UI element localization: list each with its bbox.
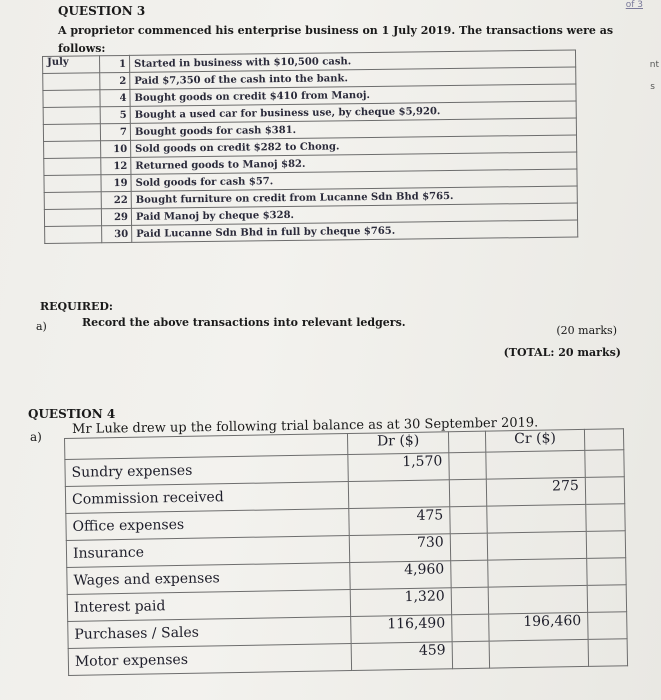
month-cell [43, 90, 100, 108]
question3-intro: A proprietor commenced his enterprise business on 1 July 2019. The transactions were as follows: [58, 24, 614, 55]
end-cell [586, 504, 626, 532]
month-cell [44, 209, 101, 227]
dr-amount: 475 [349, 507, 450, 536]
day-cell: 22 [101, 191, 131, 208]
total-marks-label: (TOTAL: 20 marks) [503, 346, 621, 359]
cr-amount [488, 585, 587, 614]
month-cell [45, 226, 102, 244]
page-corner-label: of 3 [625, 0, 643, 10]
account-name: Sundry expenses [65, 455, 349, 487]
question4-title: QUESTION 4 [28, 407, 116, 421]
cr-amount: 196,460 [489, 612, 588, 641]
dr-amount: 1,570 [348, 453, 449, 482]
account-name: Office expenses [66, 509, 350, 541]
end-cell [586, 531, 626, 559]
month-cell [44, 175, 101, 193]
dr-header: Dr ($) [348, 432, 449, 455]
month-cell [43, 73, 100, 91]
dr-amount [348, 480, 449, 509]
end-cell [585, 450, 625, 478]
dr-amount: 116,490 [351, 615, 452, 644]
gap-cell [450, 506, 488, 534]
gap-cell [451, 560, 489, 588]
dr-amount: 4,960 [350, 561, 451, 590]
transaction-text: Bought goods on credit $410 from Manoj. [130, 84, 576, 106]
month-cell [44, 141, 101, 159]
question4-intro: Mr Luke drew up the following trial balance as at 30 September 2019. [72, 415, 539, 437]
day-cell: 10 [101, 140, 131, 157]
question3-title: QUESTION 3 [58, 4, 146, 18]
day-cell: 19 [101, 174, 131, 191]
day-cell: 30 [102, 225, 132, 242]
gap-cell [452, 614, 490, 642]
dr-amount: 1,320 [350, 588, 451, 617]
day-cell: 29 [101, 208, 131, 225]
dr-amount: 459 [351, 642, 452, 671]
cr-amount [487, 504, 586, 533]
dr-amount: 730 [349, 534, 450, 563]
day-cell: 12 [101, 157, 131, 174]
account-name: Insurance [66, 536, 350, 568]
required-part-label: a) [36, 320, 47, 333]
gap-cell [452, 641, 490, 669]
account-name: Interest paid [67, 590, 351, 622]
month-cell [44, 158, 101, 176]
day-cell: 5 [100, 106, 130, 123]
gap-cell [449, 479, 487, 507]
edge-text-a: nt [649, 60, 659, 70]
gap-cell [450, 533, 488, 561]
transaction-text: Bought a used car for business use, by cheque $5,920. [130, 101, 576, 123]
end-cell [588, 639, 628, 667]
end-cell [587, 558, 627, 586]
transaction-text: Sold goods for cash $57. [131, 169, 577, 191]
gap-cell [451, 587, 489, 615]
cr-amount [488, 558, 587, 587]
trial-balance-table [64, 428, 628, 676]
marks-label: (20 marks) [556, 324, 617, 337]
required-part-text: Record the above transactions into relevant ledgers. [82, 316, 406, 329]
question4-part-label: a) [30, 430, 42, 444]
transaction-text: Paid Lucanne Sdn Bhd in full by cheque $765. [132, 220, 578, 242]
transaction-text: Bought goods for cash $381. [130, 118, 576, 140]
end-cell [585, 477, 625, 505]
transaction-text: Paid $7,350 of the cash into the bank. [130, 67, 576, 89]
day-cell: 2 [100, 72, 130, 89]
day-cell: 7 [100, 123, 130, 140]
required-heading: REQUIRED: [40, 300, 113, 313]
day-cell: 4 [100, 89, 130, 106]
account-name: Commission received [65, 482, 349, 514]
gap-cell [449, 452, 487, 480]
transactions-table [42, 49, 578, 244]
day-cell: 1 [100, 55, 130, 72]
cr-amount: 275 [486, 477, 585, 506]
month-cell [43, 124, 100, 142]
transaction-text: Paid Manoj by cheque $328. [131, 203, 577, 225]
transaction-text: Sold goods on credit $282 to Chong. [131, 135, 577, 157]
month-cell [43, 107, 100, 125]
transaction-text: Returned goods to Manoj $82. [131, 152, 577, 174]
header-gap-cell [448, 431, 486, 453]
account-name: Purchases / Sales [68, 617, 352, 649]
cr-amount [489, 639, 588, 668]
cr-amount [486, 450, 585, 479]
account-name: Motor expenses [68, 644, 352, 676]
transaction-text: Started in business with $10,500 cash. [129, 50, 575, 72]
transaction-text: Bought furniture on credit from Lucanne Sdn Bhd $765. [131, 186, 577, 208]
month-cell: July [43, 56, 100, 74]
cr-header: Cr ($) [485, 429, 584, 452]
header-end-cell [584, 429, 623, 451]
month-cell [44, 192, 101, 210]
account-name: Wages and expenses [67, 563, 351, 595]
cr-amount [487, 531, 586, 560]
edge-text-b: s [650, 82, 655, 92]
end-cell [588, 612, 628, 640]
end-cell [587, 585, 627, 613]
